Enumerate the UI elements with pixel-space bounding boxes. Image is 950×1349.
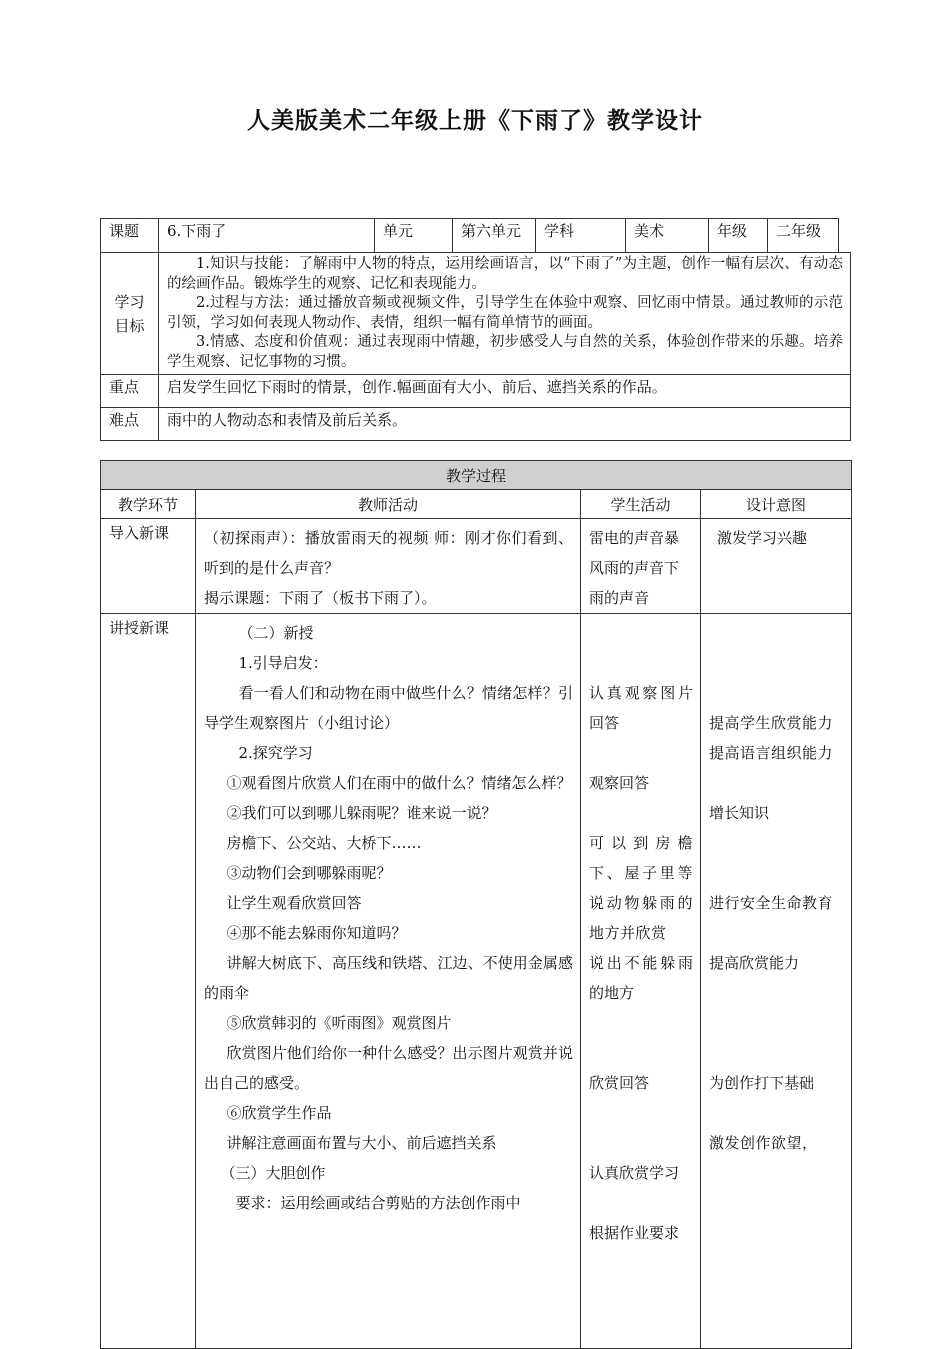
spacer — [839, 219, 851, 253]
student-item: 说出不能躲雨的地方 — [589, 954, 693, 1002]
teach-intent — [701, 614, 852, 1349]
page-title: 人美版美术二年级上册《下雨了》教学设计 — [247, 108, 703, 134]
goal-item: 3.情感、态度和价值观：通过表现雨中情趣，初步感受人与自然的关系，体验创作带来的乐趣。培养学生观察、记忆事物的习惯。 — [167, 334, 843, 370]
teach-line: （二）新授 — [238, 624, 314, 642]
teach-line: ②我们可以到哪儿躲雨呢？谁来说一说？ — [226, 804, 497, 822]
intent-item: 增长知识 — [709, 804, 770, 822]
teach-line: 讲解注意画面布置与大小、前后遮挡关系 — [226, 1134, 497, 1152]
teach-line: 讲解大树底下、高压线和铁塔、江边、不使用金属感的雨伞 — [204, 954, 573, 1002]
goal-item: 2.过程与方法：通过播放音频或视频文件，引导学生在体验中观察、回忆雨中情景。通过教师的示范引领，学习如何表现人物动作、表情，组织一幅有简单情节的画面。 — [167, 295, 843, 331]
teach-line: 看一看人们和动物在雨中做些什么？情绪怎样？引导学生观察图片（小组讨论） — [204, 684, 573, 732]
intent-item: 进行安全生命教育 — [709, 894, 834, 912]
teach-line: ④那不能去躲雨你知道吗？ — [226, 924, 407, 942]
teach-line: ⑥欣赏学生作品 — [226, 1104, 332, 1122]
col-intent: 设计意图 — [701, 490, 852, 519]
teach-line: 房檐下、公交站、大桥下…… — [226, 834, 422, 852]
col-student: 学生活动 — [581, 490, 701, 519]
intro-teacher — [196, 519, 581, 614]
topic-label: 课题 — [101, 219, 159, 253]
teaching-process-table — [100, 460, 852, 1349]
key-label: 重点 — [101, 375, 159, 408]
teach-stage: 讲授新课 — [101, 614, 196, 1349]
student-item: 根据作业要求 — [589, 1224, 680, 1242]
intent-item: 提高欣赏能力 — [709, 954, 800, 972]
teach-line: 1.引导启发： — [238, 654, 328, 672]
col-stage: 教学环节 — [101, 490, 196, 519]
lesson-info-table — [100, 218, 851, 441]
intro-student: 雷电的声音暴风雨的声音下雨的声音 — [581, 519, 701, 614]
teach-line: （三）大胆创作 — [220, 1164, 326, 1182]
key-value: 启发学生回忆下雨时的情景，创作.幅画面有大小、前后、遮挡关系的作品。 — [159, 375, 851, 408]
difficulty-label: 难点 — [101, 408, 159, 441]
teach-line: 让学生观看欣赏回答 — [226, 894, 362, 912]
student-item: 认真观察图片回答 — [589, 684, 693, 732]
intent-item: 为创作打下基础 — [709, 1074, 815, 1092]
grade-value: 二年级 — [768, 219, 839, 253]
student-item: 认真欣赏学习 — [589, 1164, 680, 1182]
subject-value: 美术 — [626, 219, 709, 253]
student-item: 观察回答 — [589, 774, 650, 792]
teach-line: ⑤欣赏韩羽的《听雨图》观赏图片 — [226, 1014, 452, 1032]
teach-student — [581, 614, 701, 1349]
intro-intent: 激发学习兴趣 — [701, 519, 852, 614]
intent-item: 激发创作欲望， — [709, 1134, 818, 1152]
goals-label: 学习目标 — [101, 253, 159, 375]
intro-teacher-line: （初探雨声）：播放雷雨天的视频 师：刚才你们看到、听到的是什么声音？ — [204, 529, 573, 577]
student-item: 欣赏回答 — [589, 1074, 650, 1092]
subject-label: 学科 — [536, 219, 626, 253]
intro-stage: 导入新课 — [101, 519, 196, 614]
process-header: 教学过程 — [101, 461, 852, 490]
unit-value: 第六单元 — [453, 219, 536, 253]
teach-line: ①观看图片欣赏人们在雨中的做什么？情绪怎么样？ — [226, 774, 572, 792]
intent-item: 提高学生欣赏能力 — [709, 714, 834, 732]
difficulty-value: 雨中的人物动态和表情及前后关系。 — [159, 408, 851, 441]
intent-item: 提高语言组织能力 — [709, 744, 834, 762]
goal-item: 1.知识与技能：了解雨中人物的特点，运用绘画语言，以“下雨了”为主题，创作一幅有层次、有动态的绘画作品。锻炼学生的观察、记忆和表现能力。 — [167, 256, 843, 292]
teach-line: 2.探究学习 — [238, 744, 313, 762]
student-item: 可以到房檐下、屋子里等说动物躲雨的地方并欣赏 — [589, 834, 693, 942]
teach-line: 要求：运用绘画或结合剪贴的方法创作雨中 — [235, 1194, 521, 1212]
intro-teacher-line: 揭示课题：下雨了（板书下雨了）。 — [204, 589, 437, 607]
unit-label: 单元 — [375, 219, 453, 253]
goals-content — [159, 253, 851, 375]
col-teacher: 教师活动 — [196, 490, 581, 519]
grade-label: 年级 — [709, 219, 768, 253]
teach-line: 欣赏图片他们给你一种什么感受？出示图片观赏并说出自己的感受。 — [204, 1044, 573, 1092]
topic-value: 6.下雨了 — [159, 219, 375, 253]
teach-line: ③动物们会到哪躲雨呢？ — [226, 864, 392, 882]
teach-teacher — [196, 614, 581, 1349]
